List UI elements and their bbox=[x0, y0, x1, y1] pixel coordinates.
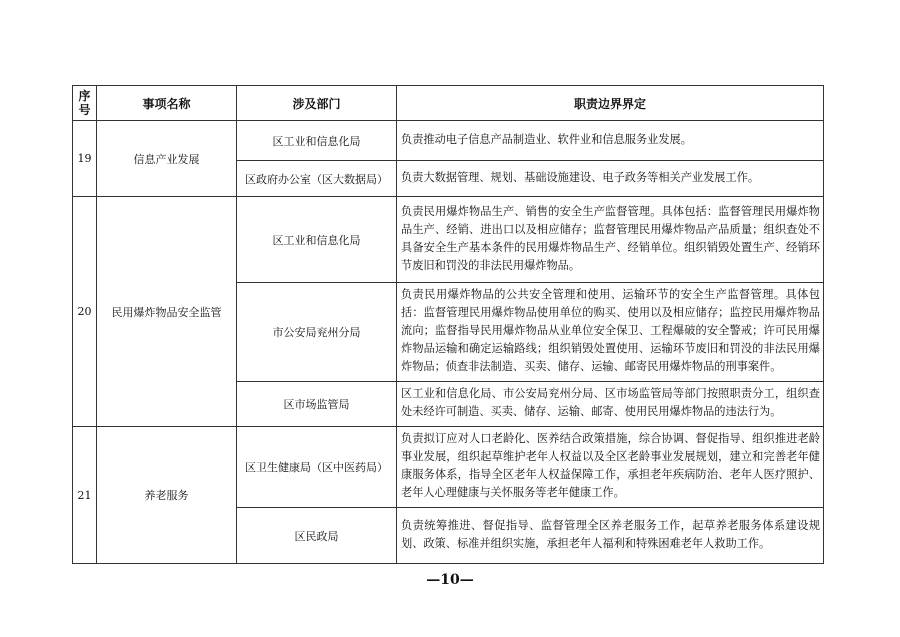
department: 区市场监管局 bbox=[237, 382, 397, 427]
department: 区政府办公室（区大数据局） bbox=[237, 161, 397, 197]
duty: 负责大数据管理、规划、基础设施建设、电子政务等相关产业发展工作。 bbox=[397, 161, 824, 197]
duty: 区工业和信息化局、市公安局兖州分局、区市场监管局等部门按照职责分工，组织查处未经许可制造、买卖、储存、运输、邮寄、使用民用爆炸物品的违法行为。 bbox=[397, 382, 824, 427]
row-number: 19 bbox=[73, 121, 97, 197]
table-row bbox=[73, 427, 824, 508]
department: 区民政局 bbox=[237, 508, 397, 564]
duty: 负责民用爆炸物品的公共安全管理和使用、运输环节的安全生产监督管理。具体包括：监督管理民用爆炸物品使用单位的购买、使用以及相应储存；监控民用爆炸物品流向；监督指导民用爆炸物品从业单位安全保卫、工程爆破的安全警戒；许可民用爆炸物品运输和确定运输路线；组织销毁处置使用、运输环节废旧和罚没的非法民用爆炸物品；侦查非法制造、买卖、储存、运输、邮寄民用爆炸物品的刑事案件。 bbox=[397, 283, 824, 382]
item-name: 信息产业发展 bbox=[97, 121, 237, 197]
table-row bbox=[73, 121, 824, 161]
duty: 负责推动电子信息产品制造业、软件业和信息服务业发展。 bbox=[397, 121, 824, 161]
item-name: 养老服务 bbox=[97, 427, 237, 564]
header-dept: 涉及部门 bbox=[237, 86, 397, 121]
department: 市公安局兖州分局 bbox=[237, 283, 397, 382]
duty: 负责拟订应对人口老龄化、医养结合政策措施，综合协调、督促指导、组织推进老龄事业发展，组织起草维护老年人权益以及全区老龄事业发展规划，建立和完善老年健康服务体系，指导全区老年人权益保障工作，承担老年疾病防治、老年人医疗照护、老年人心理健康与关怀服务等老年健康工作。 bbox=[397, 427, 824, 508]
header-duty: 职责边界界定 bbox=[397, 86, 824, 121]
table-header-row bbox=[73, 86, 824, 121]
header-name: 事项名称 bbox=[97, 86, 237, 121]
responsibility-table bbox=[72, 85, 824, 564]
item-name: 民用爆炸物品安全监管 bbox=[97, 197, 237, 427]
page-number: —10— bbox=[426, 572, 474, 588]
duty: 负责统筹推进、督促指导、监督管理全区养老服务工作，起草养老服务体系建设规划、政策、标准并组织实施，承担老年人福利和特殊困难老年人救助工作。 bbox=[397, 508, 824, 564]
header-seq: 序号 bbox=[73, 86, 97, 121]
department: 区卫生健康局（区中医药局） bbox=[237, 427, 397, 508]
table-row bbox=[73, 197, 824, 283]
department: 区工业和信息化局 bbox=[237, 121, 397, 161]
row-number: 20 bbox=[73, 197, 97, 427]
department: 区工业和信息化局 bbox=[237, 197, 397, 283]
duty: 负责民用爆炸物品生产、销售的安全生产监督管理。具体包括：监督管理民用爆炸物品生产、经销、进出口以及相应储存；监督管理民用爆炸物品产品质量；组织查处不具备安全生产基本条件的民用爆炸物品生产、经销单位。组织销毁处置生产、经销环节废旧和罚没的非法民用爆炸物品。 bbox=[397, 197, 824, 283]
row-number: 21 bbox=[73, 427, 97, 564]
